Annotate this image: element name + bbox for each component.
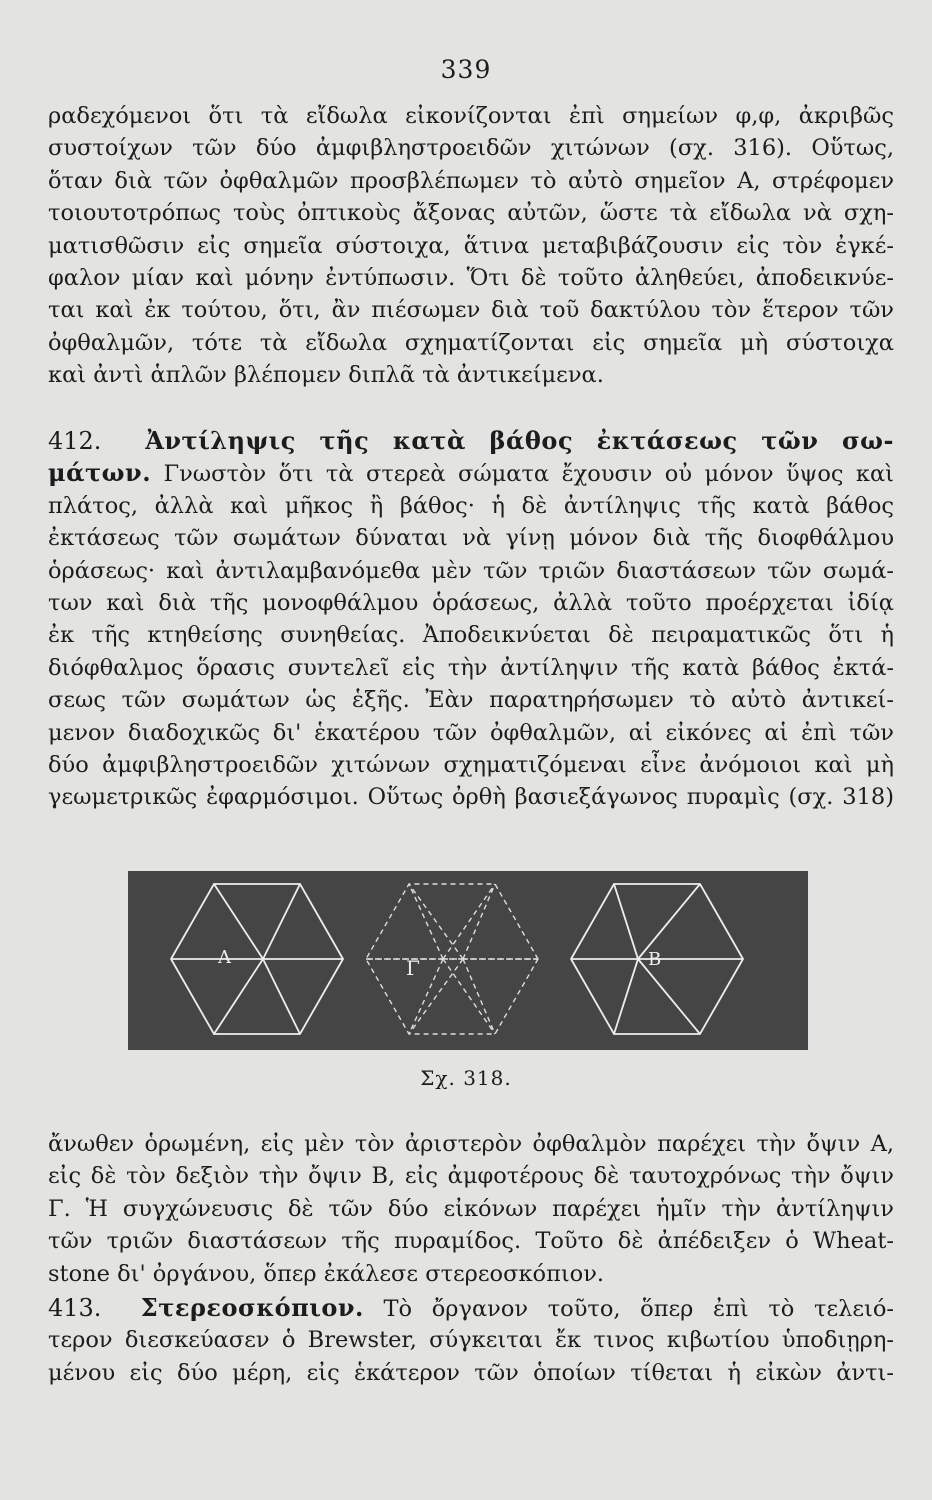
text-line: φαλον μίαν καὶ μόνην ἐντύπωσιν. Ὅτι δὲ τοῦτο ἀληθεύει, ἀποδεικνύε- — [48, 264, 894, 291]
figure-label-a: A — [218, 947, 231, 968]
page-number: 339 — [440, 55, 492, 84]
figure-label-b: B — [648, 949, 662, 970]
text-line: Γ. Ἡ συγχώνευσις δὲ τῶν δύο εἰκόνων παρέχει ἡμῖν τὴν ἀντίληψιν — [48, 1195, 894, 1222]
figure-label-gamma: Γ — [406, 956, 420, 980]
text-line: σεως τῶν σωμάτων ὡς ἑξῆς. Ἐὰν παρατηρήσωμεν τὸ αὐτὸ ἀντικεί- — [48, 687, 894, 714]
text-segment: Γνωστὸν ὅτι τὰ στερεὰ σώματα ἔχουσιν οὐ μόνον ὕψος καὶ — [163, 461, 894, 488]
text-line: συστοίχων τῶν δύο ἀμφιβληστροειδῶν χιτώνων (σχ. 316). Οὕτως, — [48, 135, 894, 162]
text-line: τερον διεσκεύασεν ὁ Brewster, σύγκειται ἔκ τινος κιβωτίου ὑποδιῃρη- — [48, 1327, 894, 1354]
section-heading-line — [48, 425, 894, 457]
text-line: μένου εἰς δύο μέρη, εἰς ἑκάτερον τῶν ὁποίων τίθεται ἡ εἰκὼν ἀντι- — [48, 1359, 894, 1386]
text-line: ὀφθαλμῶν, τότε τὰ εἴδωλα σχηματίζονται εἰς σημεῖα μὴ σύστοιχα — [48, 329, 894, 356]
text-line: τῶν τριῶν διαστάσεων τῆς πυραμίδος. Τοῦτο δὲ ἀπέδειξεν ὁ Wheat- — [48, 1228, 894, 1255]
text-line: τοιουτοτρόπως τοὺς ὀπτικοὺς ἄξονας αὐτῶν, ὥστε τὰ εἴδωλα νὰ σχη- — [48, 200, 894, 227]
section-title-continued: μάτων. — [48, 458, 152, 488]
text-line: ἐκ τῆς κτηθείσης συνηθείας. Ἀποδεικνύεται δὲ πειραματικῶς ὅτι ἡ — [48, 622, 894, 649]
section-title: Στερεοσκόπιον. — [140, 1293, 364, 1322]
text-line — [48, 457, 894, 489]
text-line: ται καὶ ἐκ τούτου, ὅτι, ἂν πιέσωμεν διὰ τοῦ δακτύλου τὸν ἕτερον τῶν — [48, 297, 894, 324]
hexagon-view-a — [171, 884, 343, 1034]
text-line: ἄνωθεν ὁρωμένη, εἰς μὲν τὸν ἀριστερὸν ὀφθαλμὸν παρέχει τὴν ὄψιν Α, — [48, 1131, 894, 1157]
text-line: stone δι' ὀργάνου, ὅπερ ἐκάλεσε στερεοσκόπιον. — [48, 1260, 605, 1287]
text-line: των καὶ διὰ τῆς μονοφθάλμου ὁράσεως, ἀλλὰ τοῦτο προέρχεται ἰδίᾳ — [48, 589, 894, 616]
text-line: καὶ ἀντὶ ἁπλῶν βλέπομεν διπλᾶ τὰ ἀντικείμενα. — [48, 362, 604, 389]
section-number: 413. — [48, 1294, 102, 1322]
text-line: ραδεχόμενοι ὅτι τὰ εἴδωλα εἰκονίζονται ἐπὶ σημείων φ,φ, ἀκριβῶς — [48, 103, 894, 129]
text-line: μενον διαδοχικῶς δι' ἑκατέρου τῶν ὀφθαλμῶν, αἱ εἰκόνες αἱ ἐπὶ τῶν — [48, 719, 894, 746]
text-line: ματισθῶσιν εἰς σημεῖα σύστοιχα, ἅτινα μεταβιβάζουσιν εἰς τὸν ἐγκέ- — [48, 232, 894, 259]
paragraph-binocular-images — [48, 100, 894, 392]
text-line: ἐκτάσεως τῶν σωμάτων δύναται νὰ γίνῃ μόνον διὰ τῆς διοφθάλμου — [48, 525, 894, 552]
figure-318 — [128, 871, 808, 1050]
text-line: δύο ἀμφιβληστροειδῶν χιτώνων σχηματιζόμεναι εἶνε ἀνόμοιοι καὶ μὴ — [48, 751, 894, 778]
hexagon-view-gamma — [366, 884, 538, 1034]
section-412 — [48, 425, 894, 814]
paragraph-stereo-fusion — [48, 1128, 894, 1290]
text-line: διόφθαλμος ὅρασις συντελεῖ εἰς τὴν ἀντίληψιν τῆς κατὰ βάθος ἐκτά- — [48, 654, 894, 681]
text-segment: Τὸ ὄργανον τοῦτο, ὅπερ ἐπὶ τὸ τελειό- — [383, 1296, 894, 1322]
section-number: 412. — [48, 427, 102, 455]
text-line: εἰς δὲ τὸν δεξιὸν τὴν ὄψιν Β, εἰς ἀμφοτέρους δὲ ταυτοχρόνως τὴν ὄψιν — [48, 1163, 894, 1190]
text-line: ὁράσεως· καὶ ἀντιλαμβανόμεθα μὲν τῶν τριῶν διαστάσεων τῶν σωμά- — [48, 557, 894, 584]
text-line: γεωμετρικῶς ἐφαρμόσιμοι. Οὕτως ὀρθὴ βασιεξάγωνος πυραμὶς (σχ. 318) — [48, 784, 894, 811]
text-line: ὅταν διὰ τῶν ὀφθαλμῶν προσβλέπωμεν τὸ αὐτὸ σημεῖον Α, στρέφομεν — [48, 167, 894, 194]
section-heading-line — [48, 1292, 894, 1324]
pyramid-views-diagram — [128, 871, 808, 1050]
section-title: Ἀντίληψις τῆς κατὰ βάθος ἐκτάσεως τῶν σω- — [145, 426, 894, 455]
figure-caption: Σχ. 318. — [420, 1066, 512, 1090]
section-413 — [48, 1292, 894, 1389]
text-line: πλάτος, ἀλλὰ καὶ μῆκος ἢ βάθος· ἡ δὲ ἀντίληψις τῆς κατὰ βάθος — [48, 492, 894, 519]
